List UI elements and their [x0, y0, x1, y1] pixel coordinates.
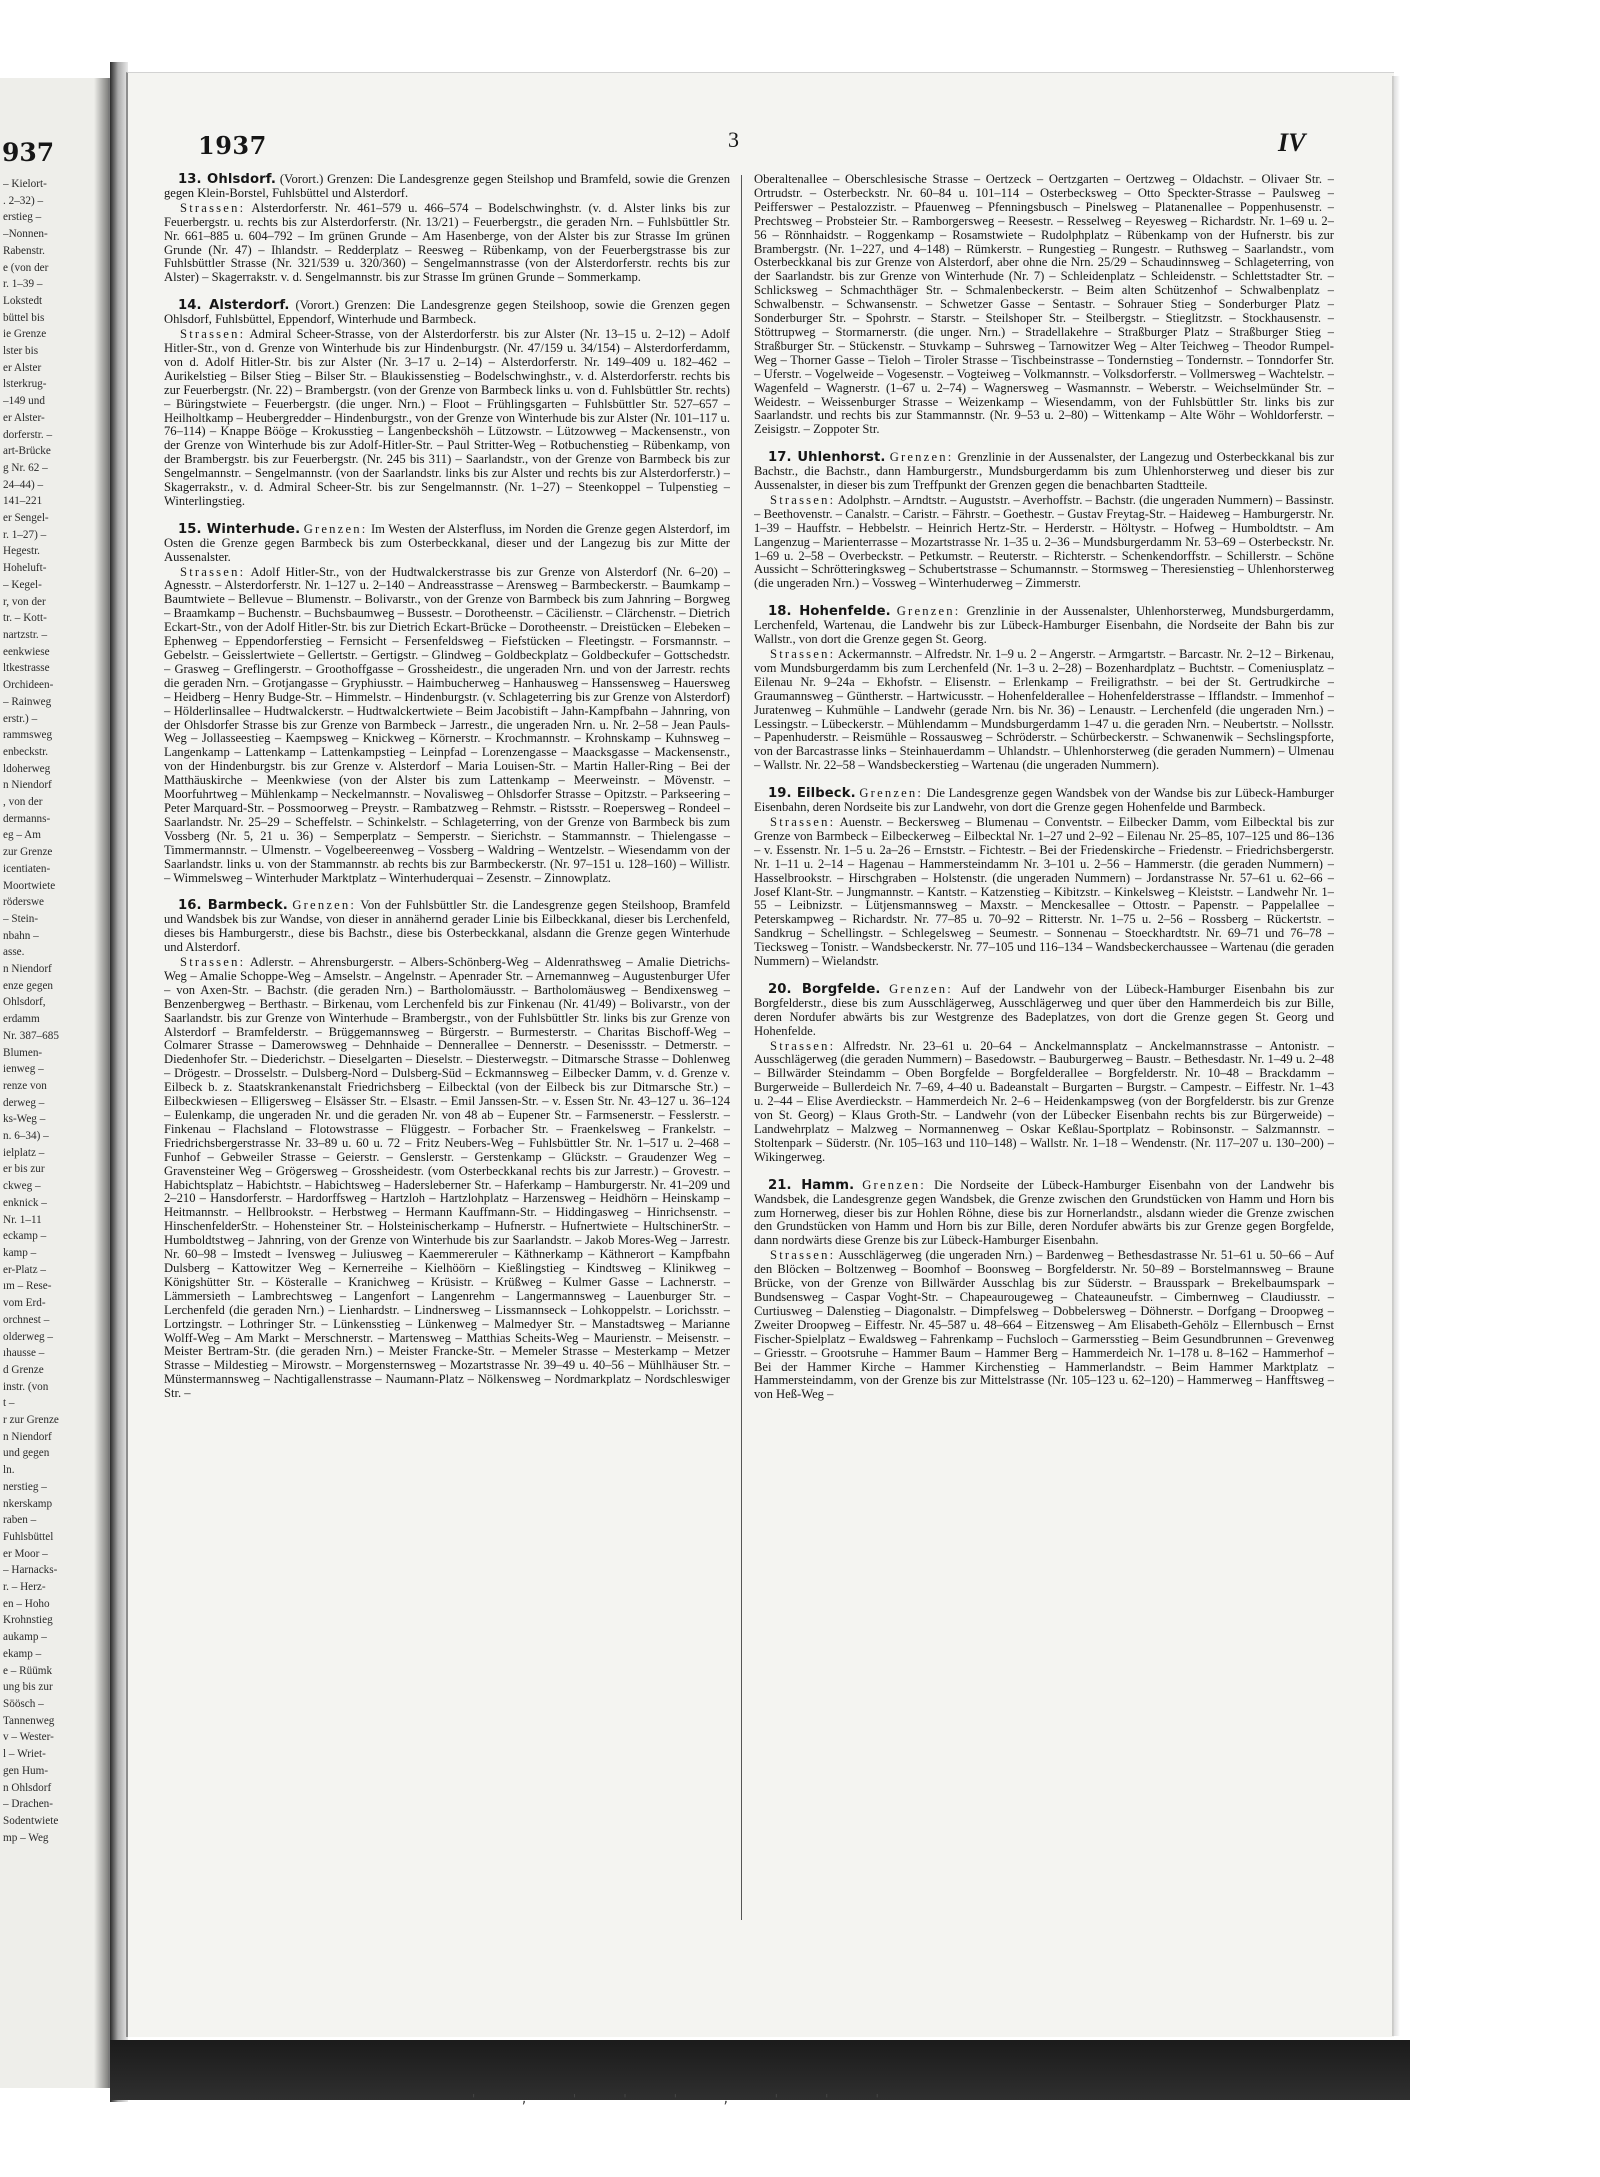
field-label: Strassen: [180, 327, 246, 342]
field-label: Strassen: [180, 564, 246, 579]
previous-page-line: er Alster [3, 361, 42, 374]
district-section [164, 523, 730, 886]
previous-page-line: – Kegel- [3, 578, 42, 591]
district-text: Strassen: Alfredstr. Nr. 23–61 u. 20–64 – Anckelmannsplatz – Anckelmannstrasse – Antonistr. – Ausschlägerweg (die geraden Nummern) – Basedowstr. – Bauburgerweg – Baustr. – Bethesdastr. Nr. 1–49 u. 2–48 – Billwärder Steindamm – Oben Borgfelde – Borgfelderallee – Borgfelderstr. Nr. 10–48 – Brackdamm – Burgerweide – Bullerdeich Nr. 7–69, 4–40 u. Badeanstalt – Burgarten – Burgstr. – Campestr. – Eiffestr. Nr. 1–43 u. 2–44 – Elise Averdieckstr. – Hammerdeich Nr. 2–6 – Heidenkampsweg (von der Borgfelderstr. bis zur Grenze von St. Georg) – Klaus Groth-Str. – Landwehr (von der Lübecker Eisenbahn rechts bis zur Bürgerweide) – Landwehrplatz – Malzweg – Normannenweg – Oskar Keßlau-Sportplatz – Robinsonstr. – Salzmannstr. – Stoltenpark – Süderstr. (Nr. 105–163 und 110–148) – Wallstr. Nr. 1–18 – Wendenstr. (Nr. 117–207 u. 130–200) – Wikingerweg. [754, 1038, 1334, 1164]
previous-page-line: Fuhlsbüttel [3, 1530, 54, 1543]
previous-page-line: raben – [3, 1514, 37, 1527]
district-section [754, 787, 1334, 969]
previous-page-line: und gegen [3, 1447, 50, 1460]
district-text: (Vorort.) Grenzen: Die Landesgrenze gegen Steilshop und Bramfeld, sowie die Grenzen gegen Klein-Borstel, Fuhlsbüttel und Alsterdorf. [164, 173, 730, 200]
page-header-year: 1937 [198, 131, 267, 160]
district-section [754, 1179, 1334, 1403]
district-title: 21. Hamm. [768, 1177, 855, 1193]
district-title: 14. Alsterdorf. [178, 298, 290, 314]
previous-page-line: ıhausse – [3, 1347, 45, 1360]
field-label: Strassen: [180, 955, 246, 970]
previous-page-line: rammsweg [3, 729, 53, 742]
previous-page-line: enbeckstr. [3, 745, 49, 758]
previous-page-line: Nr. 1–11 [3, 1213, 42, 1226]
previous-page-line: eckamp – [3, 1230, 47, 1243]
previous-page-line: ie Grenze [3, 328, 47, 341]
previous-page-line: e (von der [3, 261, 49, 274]
previous-page-line: n Niendorf [3, 779, 52, 792]
previous-page-line: d Grenze [3, 1363, 44, 1376]
district-text: Grenzen: Grenzlinie in der Aussenalster, der Langezug und Osterbeckkanal bis zur Bachstr., die Bachstr., dann Hamburgerstr., Mundsburgerdamm bis zum Uhlenhorsterweg und dieser bis zur Aussenalster, in dieser bis zum Treffpunkt der Grenzen gegen die benachbarten Stadtteile. [754, 450, 1334, 493]
previous-page-line: erstieg – [3, 211, 42, 224]
previous-page-line: renze von [3, 1079, 47, 1092]
previous-page-line: aukamp – [3, 1631, 47, 1644]
scan-edge-marks: ' , ' ' ' , ' ' ' [470, 2092, 899, 2106]
page-shadow [1392, 76, 1400, 2036]
district-boundaries [754, 605, 1334, 647]
previous-page-line: erdamm [3, 1013, 40, 1026]
field-label: Grenzen: [292, 898, 357, 913]
previous-page-line: en – Hoho [3, 1597, 50, 1610]
volume-marker: IV [1278, 128, 1306, 157]
previous-page-line: Blumen- [3, 1046, 43, 1059]
district-text: Grenzen: Grenzlinie in der Aussenalster, Uhlenhorsterweg, Mundsburgerdamm, Lerchenfeld, Wartenau, die Landwehr bis zur Lübeck-Hamburger Eisenbahn, die Nordseite der Bahn bis zur Wallstr., von dort die Grenze gegen St. Georg. [754, 604, 1334, 647]
district-text: Strassen: Ackermannstr. – Alfredstr. Nr. 1–9 u. 2 – Angerstr. – Armgartstr. – Barcastr. Nr. 2–12 – Birkenau, vom Mundsburgerdamm bis zum Lerchenfeld (Nr. 1–3 u. 2–28) – Bozenhardplatz – Buchtstr. – Comeniusplatz – Eilenau Nr. 9–24a – Ekhofstr. – Elisenstr. – Erlenkamp – Freiligrathstr. – bei der St. Gertrudkirche – Graumannsweg – Güntherstr. – Hartwicusstr. – Hohenfelderallee – Hohenfelderstrasse – Ifflandstr. – Immenhof – Juratenweg – Kuhmühle – Landwehr (gerade Nrn. bis Nr. 36) – Lenaustr. – Lerchenfeld (die ungeraden Nrn.) – Lessingstr. – Lübeckerstr. – Mühlendamm – Mundsburgerdamm 1–47 u. die geraden Nrn. – Neubertstr. – Nollsstr. – Papenhuderstr. – Reismühle – Rossausweg – Schröderstr. – Schürbeckerstr. – Schwanenwik – Sechslingspforte, von der Barcastrasse links – Steinhauerdamm – Uhlandstr. – Uhlenhorsterweg (die geraden Nummern) – Ulmenau – Wallstr. Nr. 22–58 – Wandsbeckerstieg – Wartenau (die ungeraden Nummern). [754, 647, 1334, 773]
district-text: Grenzen: Auf der Landwehr von der Lübeck-Hamburger Eisenbahn bis zur Borgfelderstr., diese bis zum Ausschlägerweg, Ausschlägerweg und quer über den Hammerdeich bis zur Bille, deren Nordufer abwärts bis zur Westgrenze des Badeplatzes, von dort die Grenze gegen St. Georg und Hohenfelde. [754, 981, 1334, 1038]
district-text: (Vorort.) Grenzen: Die Landesgrenze gegen Steilshoop, sowie die Grenzen gegen Ohlsdorf, Fuhlsbüttel, Eppendorf, Winterhude und Barmbeck. [164, 298, 730, 327]
column-divider [741, 175, 742, 1920]
field-label: Grenzen: [889, 450, 954, 465]
district-title: 20. Borgfelde. [768, 981, 881, 997]
district-section [754, 173, 1334, 437]
district-text: Strassen: Adlerstr. – Ahrensburgerstr. – Albers-Schönberg-Weg – Aldenrathsweg – Amalie Dietrichs-Weg – Amalie Schoppe-Weg – Amselstr. – Angelnstr. – Apenrader Str. – Arnemannweg – Augustenburger Ufer – von Axen-Str. – Bachstr. (die geraden Nrn.) – Bartholomäusstr. – Bartholomäusweg – Bendixensweg – Benzenbergweg – Berthastr. – Birkenau, vom Lerchenfeld bis zur Finkenau (Nr. 41/49) – Bolivarstr., von der Saarlandstr. bis zur Grenze von Winterhude – Brambergstr., von der Fuhlsbüttler Str. links bis zur Grenze von Alsterdorf – Bramfelderstr. – Brüggemannsweg – Bürgerstr. – Burmesterstr. – Charitas Bischoff-Weg – Colmarer Strasse – Damerowsweg – Dehnhaide – Dennerallee – Dennerstr. – Desenissstr. – Detmerstr. – Diedenhofer Str. – Diederichstr. – Dieselgarten – Dieselstr. – Diesterwegstr. – Ditmarsche Strasse – Dohlenweg – Drögestr. – Drosselstr. – Dulsberg-Nord – Dulsberg-Süd – Eckmannsweg – Eilbecker Damm, v. d. Grenze v. Eilbeck b. z. Staatskrankenanstalt Friedrichsberg – Eilbecktal (von der Eilbeck bis zur Ditmarsche Str.) – Eilbeckwiesen – Elligersweg – Elsässer Str. – Elsastr. – Emil Janssen-Str. – v. Essen Str. Nr. 43–127 u. 36–124 – Eulenkamp, die ungeraden Nr. und die geraden Nr. von 48 ab – Eupener Str. – Farmsenerstr. – Fesslerstr. – Finkenau – Flachsland – Flotowstrasse – Flüggestr. – Forbacher Str. – Fraenkelsweg – Frankelstr. – Friedrichsbergerstrasse Nr. 33–89 u. 60 u. 72 – Fritz Neubers-Weg – Fuhlsbüttler Str. Nr. 1–517 u. 2–468 – Funhof – Gebweiler Strasse – Geierstr. – Genslerstr. – Gerstenkamp – Glückstr. – Graudenzer Weg – Gravensteiner Weg – Grögersweg – Grossheidestr. (vom Osterbeckkanal rechts bis zur Jarrestr.) – Grovestr. – Habichtsplatz – Habichtstr. – Habichtsweg – Hadersleberner Str. – Haferkamp – Hamburgerstr. Nr. 41–209 und 2–210 – Hansdorferstr. – Hardorffsweg – Hartzloh – Hartzlohplatz – Harzensweg – Heidhörn – Heinskamp – Heitmannstr. – Hellbrookstr. – Herbstweg – Hermann Kauffmann-Str. – Hiddingasweg – Hinrichsenstr. – HinschenfelderStr. – Hohensteiner Str. – Holsteinischerkamp – Hufnerstr. – Hufnertwiete – HultschinerStr. – Humboldtstweg – Jahnring, von der Grenze von Winterhude bis zur Saarlandstr. – Jakob Mores-Weg – Jarrestr. Nr. 60–98 – Imstedt – Ivensweg – Juliusweg – Kaemmereruler – Käthnerkamp – Käthnerort – Kampfbahn Dulsberg – Kattowitzer Weg – Kernerreihe – Kielhöörn – Kießlingstieg – Kindtsweg – Klinikweg – Königshütter Str. – Kösteralle – Kranichweg – Krüsistr. – Krüßweg – Kulmer Gasse – Lachnerstr. – Lämmersieth – Lambrechtsweg – Langenfort – Langenrehm – Langermannsweg – Lauenburger Str. – Lerchenfeld (die geraden Nrn.) – Lienhardstr. – Lindnersweg – Lissmannseck – Lohkoppelstr. – Lorichsstr. – Lortzingstr. – Lothringer Str. – Lünkensstieg – Lünkenweg – Malmedyer Str. – Manstadtsweg – Marianne Wolff-Weg – Am Markt – Merschnerstr. – Martensweg – Matthias Scheits-Weg – Maurienstr. – Meisenstr. – Meister Bertram-Str. (die geraden Nrn.) – Meister Francke-Str. – Memeler Strasse – Mesterkamp – Metzer Strasse – Mildestieg – Mirowstr. – Morgensternsweg – Mozartstrasse Nr. 39–49 u. 40–56 – Mühlhäuser Str. – Münstermannsweg – Nachtigallenstrasse – Naumann-Platz – Nölkensweg – Nordmarkplatz – Nordschleswiger Str. – [164, 955, 730, 1401]
field-label: Strassen: [770, 814, 836, 829]
previous-page-line: 24–44) – [3, 478, 44, 491]
previous-page-line: – Kielort- [3, 178, 47, 190]
field-label: Strassen: [770, 1038, 836, 1053]
district-section [754, 451, 1334, 591]
district-text: Strassen: Adolphstr. – Arndtstr. – Auguststr. – Averhoffstr. – Bachstr. (die ungeraden Nummern) – Bassinstr. – Beethovenstr. – Canalstr. – Caristr. – Fährstr. – Goethestr. – Gustav Freytag-Str. – Haideweg – Hamburgerstr. Nr. 1–39 – Hauffstr. – Hebbelstr. – Heinrich Hertz-Str. – Herderstr. – Höltystr. – Hofweg – Humboldtstr. – Am Langenzug – Marienterrasse – Mozartstrasse Nr. 1–35 u. 2–36 – Mundsburgerdamm Nr. 53–69 – Osterbeckstr. Nr. 1–69 u. 2–58 – Overbeckstr. – Petkumstr. – Reuterstr. – Richterstr. – Schenkendorffstr. – Schillerstr. – Schöne Aussicht – Schrötteringksweg – Schubertstrasse – Schumannstr. – Stormsweg – Theresienstieg – Uhlenhorsterweg (die ungeraden Nrn.) – Vossweg – Winterhuderweg – Zimmerstr. [754, 492, 1334, 591]
previous-page-line: lsterkrug- [3, 378, 47, 391]
previous-page-line: er Sengel- [3, 512, 49, 525]
previous-page-line: –Nonnen- [3, 228, 48, 241]
field-label: Grenzen: [859, 786, 924, 801]
previous-page-line: Moortwiete [3, 879, 56, 892]
district-streets [754, 816, 1334, 969]
district-title: 18. Hohenfelde. [768, 604, 891, 620]
district-streets [164, 202, 730, 285]
previous-page-line: ks-Weg – [3, 1113, 46, 1126]
previous-page-line: r, von der [3, 595, 46, 608]
district-section [754, 983, 1334, 1165]
previous-page-line: lster bis [3, 345, 39, 358]
field-label: Grenzen: [303, 521, 368, 536]
previous-page-line: er Moor – [3, 1547, 48, 1560]
previous-page-line: nartzstr. – [3, 628, 48, 641]
district-section [164, 173, 730, 285]
right-column [754, 173, 1334, 1963]
previous-page-line: enze gegen [3, 979, 53, 992]
previous-page-line: röderswe [3, 896, 45, 909]
previous-page-line: n Niendorf [3, 1430, 52, 1443]
previous-page-line: asse. [3, 946, 25, 959]
previous-page-line: , von der [3, 796, 43, 809]
field-label: Strassen: [770, 1248, 836, 1263]
district-text: Grenzen: Im Westen der Alsterfluss, im Norden die Grenze gegen Alsterdorf, im Osten die Grenze gegen Barmbeck bis zum Osterbeckkanal, dieser und der Langezug bis zur Mitte der Aussenalster. [164, 521, 730, 564]
district-boundaries [164, 523, 730, 565]
previous-page-line: eenkwiese [3, 645, 50, 658]
previous-page-line: – Harnacks- [3, 1564, 58, 1577]
previous-page-line: v – Wester- [3, 1731, 54, 1744]
previous-page-line: r zur Grenze [3, 1414, 59, 1427]
district-boundaries [164, 299, 730, 327]
previous-page-line: Tannenweg [3, 1714, 55, 1727]
district-text: Strassen: Auenstr. – Beckersweg – Blumenau – Conventstr. – Eilbecker Damm, vom Eilbecktal bis zur Grenze von Barmbeck – Eilbeckerweg – Eilbecktal Nr. 1–27 und 2–92 – Eilenau Nr. 25–85, 107–125 und 86–136 – v. Essenstr. Nr. 1–5 u. 2a–26 – Ernststr. – Fichtestr. – Bei der Friedenskirche – Friedenstr. – Friedrichsbergerstr. Nr. 1–11 u. 2–14 – Hagenau – Hammersteindamm Nr. 3–101 u. 2–56 – Hammerstr. (die geraden Nummern) – Hasselbrookstr. – Hirschgraben – Holstenstr. (die ungeraden Nummern) – Jordanstrasse Nr. 57–61 u. 62–66 – Josef Klant-Str. – Jungmannstr. – Kantstr. – Katzenstieg – Kibitzstr. – Kinkelsweg – Kleiststr. – Landwehr Nr. 1–55 – Leibnizstr. – Lütjensmannsweg – Maxstr. – Menckesallee – Ottostr. – Papenstr. – Pappelallee – Peterskampweg – Richardstr. Nr. 77–85 u. 70–92 – Ritterstr. Nr. 1–75 u. 2–56 – Rossberg – Rückertstr. – Sandkrug – Schellingstr. – Schlegelsweg – Seumestr. – Sonnenau – Stoeckhardtstr. Nr. 69–71 und 76–78 – Tiecksweg – Tonistr. – Wandsbeckerstr. Nr. 77–105 und 116–134 – Wandsbeckerchaussee – Wartenau (die geraden Nummern) – Wielandstr. [754, 814, 1334, 969]
previous-page-line: Sodentwiete [3, 1814, 59, 1827]
previous-page-line: ung bis zur [3, 1681, 53, 1694]
district-text: Oberaltenallee – Oberschlesische Strasse – Oertzeck – Oertzgarten – Oertzweg – Oldachstr. – Olivaer Str. – Ortrudstr. – Osterbeckstr. Nr. 60–84 u. 101–114 – Osterbecksweg – Otto Speckter-Strasse – Paulsweg – Peifferswег – Pestalozzistr. – Pfauenweg – Pfenningsbusch – Pinelsweg – Platanenallee – Poppenhusenstr. – Prechtsweg – Probsteier Str. – Ramborgersweg – Reesestr. – Resselweg – Reyesweg – Richardstr. Nr. 1–69 u. 2–56 – Rönnhaidstr. – Roggenkamp – Rosamstwiete – Rudolphplatz – Rübenkamp von der Hufnerstr. bis zur Brambergstr. (Nr. 1–227, und 4–148) – Rümkerstr. – Rungestieg – Rungestr. – Ruthsweg – Saarlandstr., vom Osterbeckkanal bis zur Grenze von Alsterdorf, aber ohne die Nrn. 25/29 – Schaudinnsweg – Schlageterring, von der Saarlandstr. bis zur Grenze von Winterhude (Nr. 7) – Schleidenplatz – Schleidenstr. – Schlettstadter Str. – Schlicksweg – Schmachthäger Str. – Schmalenbeckerstr. – Beim alten Schützenhof – Schwalbenplatz – Schwalbenstr. – Schwansenstr. – Schwetzer Gasse – Sentastr. – Sohrauer Stieg – Sonderburger Platz – Sonderburger Str. – Spohrstr. – Starstr. – Steilshoper Str. – Steilbergstr. – Stieglitzstr. – Stockhausenstr. – Stöttrupweg – Stormarnerstr. (die unger. Nrn.) – Stradellakehre – Straßburger Platz – Straßburger Stieg – Straßburger Str. – Stückenstr. – Stuvkamp – Suhrsweg – Tarnowitzer Weg – Alter Teichweg – Theodor Rumpel-Weg – Thorner Gasse – Tieloh – Tiroler Strasse – Tischbeinstrasse – Tondernstieg – Tondernstr. – Tonndorfer Str. – Uferstr. – Vogelweide – Vogesenstr. – Vogteiweg – Volkmannstr. – Volksdorferstr. – Vollmersweg – Wachtelstr. – Wagenfeld – Wagnerstr. (1–67 u. 2–74) – Wagnersweg – Wasmannstr. – Weberstr. – Weichselmünder Str. – Weidestr. – Weissenburger Strasse – Weizenkamp – Wiesendamm, von der Fuhlsbüttler Str. links bis zur Saarlandstr. und rechts bis zur Stammannstr. (Nr. 9–53 u. 2–80) – Wittenkamp – Alte Wöhr – Wohldorferstr. – Zeisigstr. – Zoppoter Str. [754, 173, 1334, 437]
district-title: 19. Eilbeck. [768, 786, 856, 802]
previous-page-line: zur Grenze [3, 846, 53, 859]
district-text: Strassen: Ausschlägerweg (die ungeraden Nrn.) – Bardenweg – Bethesdastrasse Nr. 51–61 u. 50–66 – Auf den Blöcken – Boltzenweg – Boomhof – Boonsweg – Borgfelderstr. Nr. 50–89 – Borstelmannsweg – Braune Brücke, von der Grenze von Billwärder Ausschlag bis zur Süderstr. – Brausspark – Brekelbaumspark – Bundsensweg – Caspar Voght-Str. – Chapeaurougeweg – Chateauneufstr. – Cimbernweg – Claudiusstr. – Curtiusweg – Dalenstieg – Diagonalstr. – Dimpfelsweg – Dobbelersweg – Döhnerstr. – Dorfgang – Droopweg – Zweiter Droopweg – Eiffestr. Nr. 45–587 u. 48–664 – Eitzensweg – Am Elisabeth-Gehölz – Ellernbusch – Ernst Fischer-Spielplatz – Ewaldsweg – Fahrenkamp – Fuchsloch – Garmersstieg – Beim Gesundbrunnen – Grevenweg – Griesstr. – Grootsruhe – Hammer Baum – Hammer Berg – Hammerdeich Nr. 1–178 u. 8–162 – Hammerhof – Bei der Hammer Kirche – Hammer Kirchenstieg – Hammerlandstr. – Beim Hammer Marktplatz – Hammersteindamm, von der Grenze bis zur Mittelstrasse (Nr. 105–123 u. 62–120) – Hammerweg – Hanfftsweg – von Heß-Weg – [754, 1248, 1334, 1402]
district-text: Strassen: Adolf Hitler-Str., von der Hudtwalckerstrasse bis zur Grenze von Alsterdorf (Nr. 6–20) – Agnesstr. – Alsterdorferstr. Nr. 1–127 u. 2–140 – Andreasstrasse – Arensweg – Barmbeckerstr. – Baumkamp – Baumtwiete – Bellevue – Blumenstr. – Bolivarstr., von der Grenze von Barmbeck bis zum Jahnring – Borgweg – Braamkamp – Buchenstr. – Buchsbaumweg – Bussestr. – Dorotheenstr. – Cäcilienstr. – Clärchenstr. – Dietrich Eckart-Str., von der Adolf Hitler-Str. bis zur Dietrich Eckart-Brücke – Dorotheenstr. – Dreistücken – Elebeken – Ephenweg – Eppendorferstieg – Fernsicht – Fersenfeldsweg – Fiefstücken – Fleetingstr. – Forsmannstr. – Gebelstr. – Geisslertwiete – Gellertstr. – Gertigstr. – Glindweg – Goldbeckplatz – Goldbeckufer – Gottschedstr. – Grasweg – Greflingerstr. – Groothoffgasse – Grossheidestr., die ungeraden Nrn. und von der Jarrestr. rechts die geraden Nrn. – Grotjangasse – Gryphiusstr. – Haimbucherweg – Hanhausweg – Hanssensweg – Hauersweg – Heidberg – Henry Budge-Str. – Himmelstr. – Hindenburgstr. (v. Schlageterring bis zur Grenze von Alsterdorf) – Hölderlinsallee – Hudtwalckerstr. – Hudtwalckertwiete – Beim Jacobistift – Jahn-Kampfbahn – Jahnring, von der Ohlsdorfer Strasse bis zur Grenze von Barmbeck – Jarrestr., die ungeraden Nrn. u. Nr. 2–58 – Jean Pauls-Weg – Jollasseestieg – Kaempsweg – Knickweg – Körnerstr. – Krochmannstr. – Krohnskamp – Kuhnsweg – Langenkamp – Lattenkamp – Lattenkampstieg – Leinpfad – Lorenzengasse – Maacksgasse – Mackensenstr., von der Hindenburgstr. bis zur Grenze v. Alsterdorf – Maria Louisen-Str. – Martin Haller-Ring – Bei der Matthäuskirche – Meenkwiese (von der Alster bis zum Lattenkamp – Meerweinstr. – Mövenstr. – Moorfuhrtweg – Mühlenkamp – Neckelmannstr. – Novalisweg – Ohlsdorfer Strasse – Opitzstr. – Parkseering – Peter Marquard-Str. – Possmoorweg – Preystr. – Rambatzweg – Rehmstr. – Ristsstr. – Roepersweg – Rondeel – Saarlandstr. Nr. 25–29 – Scheffelstr. – Schinkelstr. – Schlageterring, von der Grenze von Barmbeck bis zum Vossberg (Nr. 5, 21 u. 36) – Semperplatz – Semperstr. – Sierichstr. – Stammannstr. – Thielengasse – Timmermannstr. – Ulmenstr. – Vogelbeereenweg – Vossberg – Waldring – Wentzelstr. – Wiesendamm von der Saarlandstr. links u. von der Stammannstr. ab rechts bis zur Barmbeckerstr. (Nr. 97–151 u. 128–160) – Willistr. – Wimmelsweg – Winterhuder Marktplatz – Winterhuderquai – Zesenstr. – Zinnowplatz. [164, 564, 730, 885]
previous-page-line: er Alster- [3, 411, 45, 424]
previous-page-line: ckweg – [3, 1180, 41, 1193]
district-boundaries [754, 451, 1334, 493]
previous-page-line: icentiaten- [3, 862, 51, 875]
previous-page-line: t – [3, 1397, 15, 1410]
district-section [164, 899, 730, 1401]
district-text: Strassen: Alsterdorferstr. Nr. 461–579 u. 466–574 – Bodelschwinghstr. (v. d. Alster links bis zur Feuerbergstr. u. rechts bis zur Alsterdorferstr. (Nr. 13/21) – Feuerbergstr., die geraden Nrn. – Fuhlsbüttler Str. Nr. 661–885 u. 604–792 – Im grünen Grunde – Am Hasenberge, von der Alster bis zur Strasse Im grünen Grunde (Nr. 47) – Ihlandstr. – Redderplatz – Reesweg – Rübenkamp, von der Feuerbergstrasse bis zur Fuhlsbüttler Strasse (Nr. 321/539 u. 320/360) – Sengelmannstrasse (von der Alsterdorferstr. rechts bis zur Alster) – Skagerrakstr. v. d. Sengelmannstr. bis zur Strasse Im grünen Grunde – Sommerkamp. [164, 200, 730, 285]
field-label: Grenzen: [889, 981, 953, 996]
previous-page-line: Nr. 387–685 [3, 1029, 59, 1042]
page-sheet [126, 72, 1394, 2037]
district-streets [164, 956, 730, 1401]
district-title: 17. Uhlenhorst. [768, 450, 886, 466]
left-column [164, 173, 730, 1963]
previous-page-line: n. 6–34) – [3, 1130, 49, 1143]
field-label: Strassen: [770, 647, 836, 661]
previous-page-line: mp – Weg [3, 1831, 49, 1844]
previous-page-line: g Nr. 62 – [3, 461, 48, 474]
field-label: Strassen: [180, 200, 246, 215]
district-text: Grenzen: Die Nordseite der Lübeck-Hamburger Eisenbahn von der Landwehr bis Wandsbek, die Landesgrenze gegen Wandsbek, die Grenze zwischen den Grundstücken von Hamm und Horn bis zum Hornerweg, dieser bis zur Hohlen Röhne, diese bis zur Hornerlandstr., alsdann wieder die Grenze zwischen den Grundstücken von Hamm und Horn bis zur Bille, deren Nordufer abwärts bis zur Grenze gegen Borgfelde, dann nordwärts diese Grenze bis zur Lübeck-Hamburger Eisenbahn. [754, 1177, 1334, 1248]
previous-page-line: ln. [3, 1464, 15, 1477]
previous-page-line: erstr.) – [3, 712, 38, 725]
field-label: Grenzen: [896, 604, 961, 619]
district-streets [754, 1249, 1334, 1402]
previous-page-line: r. 1–27) – [3, 528, 47, 541]
previous-page-line: n Ohlsdorf [3, 1781, 52, 1794]
district-streets [754, 494, 1334, 591]
previous-page-line: nerstieg – [3, 1480, 47, 1493]
previous-page-line: dorferstr. – [3, 428, 53, 441]
previous-page-line: ltkestrasse [3, 662, 50, 675]
scan-bottom-edge [110, 2040, 1410, 2100]
previous-page-line: ekamp – [3, 1647, 42, 1660]
previous-page-edge [0, 78, 110, 2088]
district-streets [164, 328, 730, 509]
previous-page-line: art-Brücke [3, 445, 51, 458]
previous-page-line: Orchideen- [3, 679, 54, 692]
previous-page-line: dermanns- [3, 812, 51, 825]
previous-page-line: r. – Herz- [3, 1581, 46, 1594]
previous-page-line: Hoheluft- [3, 562, 47, 575]
previous-page-line: tr. – Kott- [3, 612, 47, 625]
previous-page-line: r. 1–39 – [3, 278, 43, 291]
previous-page-line: er bis zur [3, 1163, 45, 1176]
previous-page-line: l – Wriet- [3, 1748, 46, 1761]
previous-page-line: derweg – [3, 1096, 45, 1109]
previous-page-line: orchnest – [3, 1313, 50, 1326]
previous-page-line: . 2–32) – [3, 194, 44, 207]
district-title: 13. Ohlsdorf. [178, 173, 276, 187]
district-text: Grenzen: Von der Fuhlsbüttler Str. die Landesgrenze gegen Steilshoop, Bramfeld und Wandsbek bis zur Wandse, von dieser in annähernd gerader Linie bis Eilbeckkanal, dieser bis Lerchenfeld, dieses bis Hamburgerstr., diese bis Bachstr., diese bis Osterbeckkanal, alsdann die Grenze gegen Winterhude und Alsterdorf. [164, 898, 730, 955]
previous-page-line: – Drachen- [3, 1798, 54, 1811]
previous-page-line: –149 und [3, 395, 45, 408]
previous-page-line: er-Platz – [3, 1263, 46, 1276]
previous-page-line: eg – Am [3, 829, 41, 842]
previous-page-line: 141–221 [3, 495, 43, 508]
district-streets [164, 566, 730, 886]
district-boundaries [754, 1179, 1334, 1249]
previous-page-line: nbahn – [3, 929, 39, 942]
previous-page-line: – Stein- [3, 912, 39, 925]
field-label: Strassen: [770, 492, 836, 507]
previous-page-line: olderweg – [3, 1330, 54, 1343]
district-section [754, 605, 1334, 773]
district-streets [754, 648, 1334, 773]
previous-page-line: vom Erd- [3, 1297, 46, 1310]
previous-page-line: e – Rüümk [3, 1664, 53, 1677]
previous-page-line: ım – Rese- [3, 1280, 52, 1293]
district-boundaries [754, 787, 1334, 815]
district-title: 16. Barmbeck. [178, 898, 288, 914]
previous-page-line: büttel bis [3, 311, 45, 324]
previous-page-line: instr. (von [3, 1380, 49, 1393]
district-boundaries [164, 899, 730, 955]
previous-page-line: ldoherweg [3, 762, 51, 775]
previous-page-line: Lokstedt [3, 294, 43, 307]
district-streets [754, 1040, 1334, 1165]
previous-page-line: ienweg – [3, 1063, 44, 1076]
district-boundaries [754, 173, 1334, 437]
previous-page-line: enknick – [3, 1196, 47, 1209]
district-text: Strassen: Admiral Scheer-Strasse, von der Alsterdorferstr. bis zur Alster (Nr. 13–15 u. 2–12) – Adolf Hitler-Str., von d. Grenze von Winterhude bis zur Hindenburgstr. (Nr. 47/159 u. 34/154) – Alsterdorferdamm, von d. Adolf Hitler-Str. bis zur Alster (Nr. 3–17 u. 2–14) – Alsterdorferstr. Nr. 149–409 u. 182–462 – Aurikelstieg – Bilser Stieg – Bilser Str. – Blaukissenstieg – Bodelschwinghstr., v. d. Alsterdorferstr. rechts bis zur Feuerbergstr. (Nr. 22) – Brambergstr. (von der Grenze von Barmbeck links u. von d. Fuhlsbüttler Str. rechts) – Büringstwiete – Feuerbergstr. (die unger. Nrn.) – Floot – Frühlingsgarten – Fuhlsbüttler Str. 527–657 – Heilholtkamp – Heubergredder – Hindenburgstr., von der Grenze von Winterhude bis zur Alster (Nr. 101–117 u. 76–114) – Knappe Bööge – Krokusstieg – Langenbeckshöh – Lützowstr. – Lützowweg – Mackensenstr., von der Grenze von Winterhude bis zur Adolf-Hitler-Str. – Paul Stritter-Weg – Rotbuchenstieg – Rübenkamp, von der Brambergstr. bis zur Feuerbergstr. (Nr. 245 bis 311) – Saarlandstr., von der Grenze von Barmbeck bis zur Sengelmannstr. – Sengelmannstr. (von der Saarlandstr. links bis zur Alster und rechts bis zur Alsterdorferstr.) – Skagerrakstr., v. d. Admiral Scheer-Str. bis zur Sengelmannstr. (Nr. 1–27) – Steenkoppel – Tulpenstieg – Winterlingstieg. [164, 327, 730, 508]
previous-page-line: n Niendorf [3, 963, 52, 976]
previous-page-text [3, 176, 107, 1846]
previous-page-line: nkerskamp [3, 1497, 53, 1510]
previous-page-line: ielplatz – [3, 1146, 45, 1159]
previous-page-line: Söösch – [3, 1697, 44, 1710]
previous-page-line: – Rainweg [3, 695, 52, 708]
previous-page-line: Rabenstr. [3, 244, 45, 257]
previous-page-line: gen Hum- [3, 1764, 49, 1777]
district-section [164, 299, 730, 509]
district-boundaries [164, 173, 730, 201]
previous-page-line: kamp – [3, 1247, 37, 1259]
previous-page-line: Hegestr. [3, 545, 40, 558]
page-number: 3 [728, 127, 739, 152]
previous-page-line: Ohlsdorf, [3, 996, 46, 1009]
district-title: 15. Winterhude. [178, 521, 301, 537]
district-text: Grenzen: Die Landesgrenze gegen Wandsbek von der Wandse bis zur Lübeck-Hamburger Eisenbahn, deren Nordseite bis zur Landwehr, von dort die Grenze gegen Hohenfelde und Barmbeck. [754, 786, 1334, 815]
district-boundaries [754, 983, 1334, 1039]
previous-page-year: 937 [2, 138, 55, 167]
field-label: Grenzen: [862, 1177, 927, 1192]
previous-page-line: Krohnstieg [3, 1614, 53, 1627]
